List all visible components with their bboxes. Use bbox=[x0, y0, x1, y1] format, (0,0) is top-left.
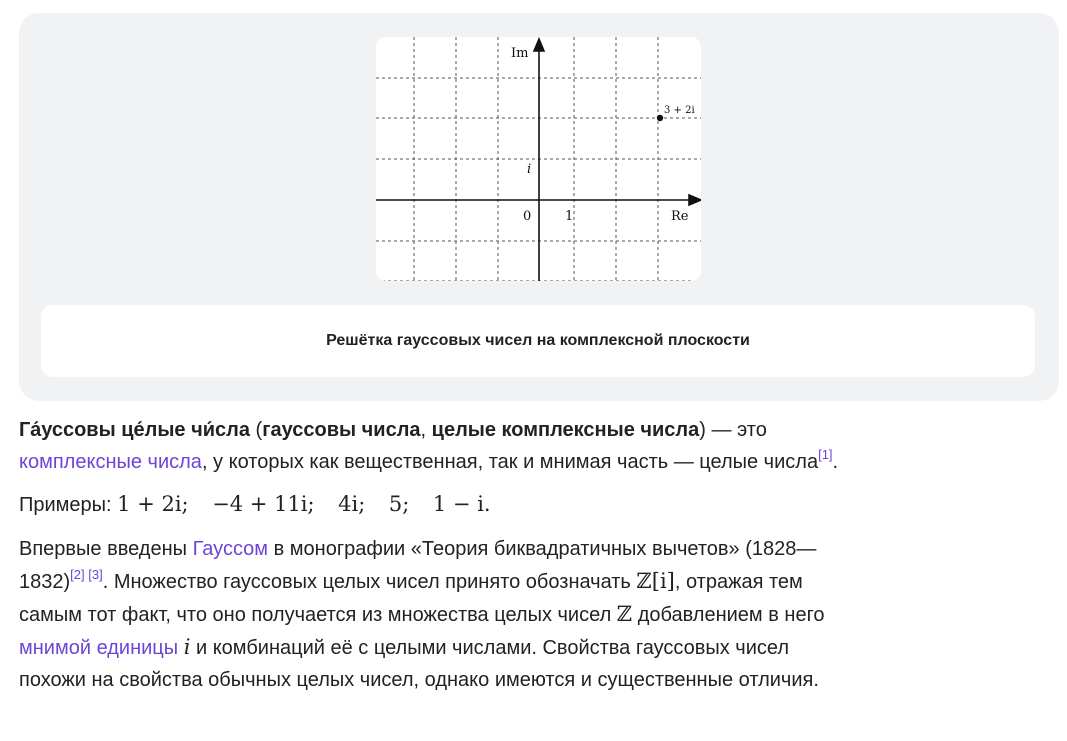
link-imaginary-unit[interactable]: мнимой единицы bbox=[19, 637, 179, 659]
history-text: Впервые введены bbox=[19, 538, 193, 560]
history-paragraph bbox=[19, 533, 1059, 696]
link-gauss[interactable]: Гауссом bbox=[192, 538, 269, 560]
imaginary-unit-symbol: i bbox=[183, 635, 191, 659]
history-text: , отражая тем bbox=[674, 571, 803, 593]
example-1: 1 + 2i; bbox=[117, 492, 189, 516]
figure-card bbox=[19, 13, 1059, 401]
history-text: самым тот факт, что оно получается из множества целых чисел bbox=[19, 604, 617, 626]
history-text: и комбинаций её с целыми числами. Свойства гауссовых чисел bbox=[190, 637, 790, 659]
example-3: 4i; bbox=[338, 492, 366, 516]
label-zero: 0 bbox=[523, 209, 532, 224]
label-one: 1 bbox=[565, 209, 574, 224]
lattice-diagram bbox=[376, 37, 701, 281]
axis-im-label: Im bbox=[511, 46, 529, 61]
example-4: 5; bbox=[388, 492, 410, 516]
point-label: 3 + 2i bbox=[664, 105, 695, 116]
intro-text: , bbox=[420, 419, 432, 441]
example-2: −4 + 11i; bbox=[212, 492, 315, 516]
integers-symbol: ℤ bbox=[616, 602, 633, 626]
figure-caption bbox=[41, 305, 1035, 377]
axis-re-label: Re bbox=[671, 209, 689, 224]
term-gaussian-numbers: гауссовы числа bbox=[262, 419, 421, 441]
history-text: . Множество гауссовых целых чисел принято обозначать bbox=[102, 571, 637, 593]
caption-text: Решётка гауссовых чисел на комплексной плоскости bbox=[326, 332, 750, 349]
history-text: похожи на свойства обычных целых чисел, однако имеются и существенные отличия. bbox=[19, 669, 819, 691]
examples-label: Примеры: bbox=[19, 494, 118, 516]
gaussian-integers-symbol-i: [i] bbox=[651, 569, 675, 593]
ref-link-1[interactable]: [1] bbox=[818, 447, 833, 462]
history-text: 1832) bbox=[19, 571, 71, 593]
example-5: 1 − i. bbox=[432, 492, 491, 516]
real-axis-arrow bbox=[689, 195, 701, 205]
article-body bbox=[19, 414, 1059, 696]
intro-text: . bbox=[832, 451, 839, 473]
gaussian-lattice-image[interactable] bbox=[376, 37, 701, 281]
examples-paragraph bbox=[19, 488, 1059, 521]
history-text: добавлением в него bbox=[632, 604, 825, 626]
intro-text: , у которых как вещественная, так и мнимая часть — целые числа bbox=[201, 451, 819, 473]
term-complex-integers: целые комплексные числа bbox=[431, 419, 700, 441]
term-gaussian-integers: Га́уссовы це́лые чи́сла bbox=[19, 419, 250, 441]
ref-link-2[interactable]: [2] bbox=[70, 567, 85, 582]
history-text: в монографии «Теория биквадратичных вычетов» (1828— bbox=[268, 538, 817, 560]
link-complex-numbers[interactable]: комплексные числа bbox=[19, 451, 202, 473]
intro-paragraph bbox=[19, 414, 1059, 478]
gaussian-integers-symbol-z: ℤ bbox=[636, 569, 652, 593]
label-i: i bbox=[527, 162, 532, 177]
imag-axis-arrow bbox=[534, 39, 544, 51]
intro-text: ( bbox=[249, 419, 263, 441]
intro-text: ) — это bbox=[699, 419, 767, 441]
ref-link-3[interactable]: [3] bbox=[88, 567, 103, 582]
point-3-plus-2i bbox=[657, 115, 663, 121]
